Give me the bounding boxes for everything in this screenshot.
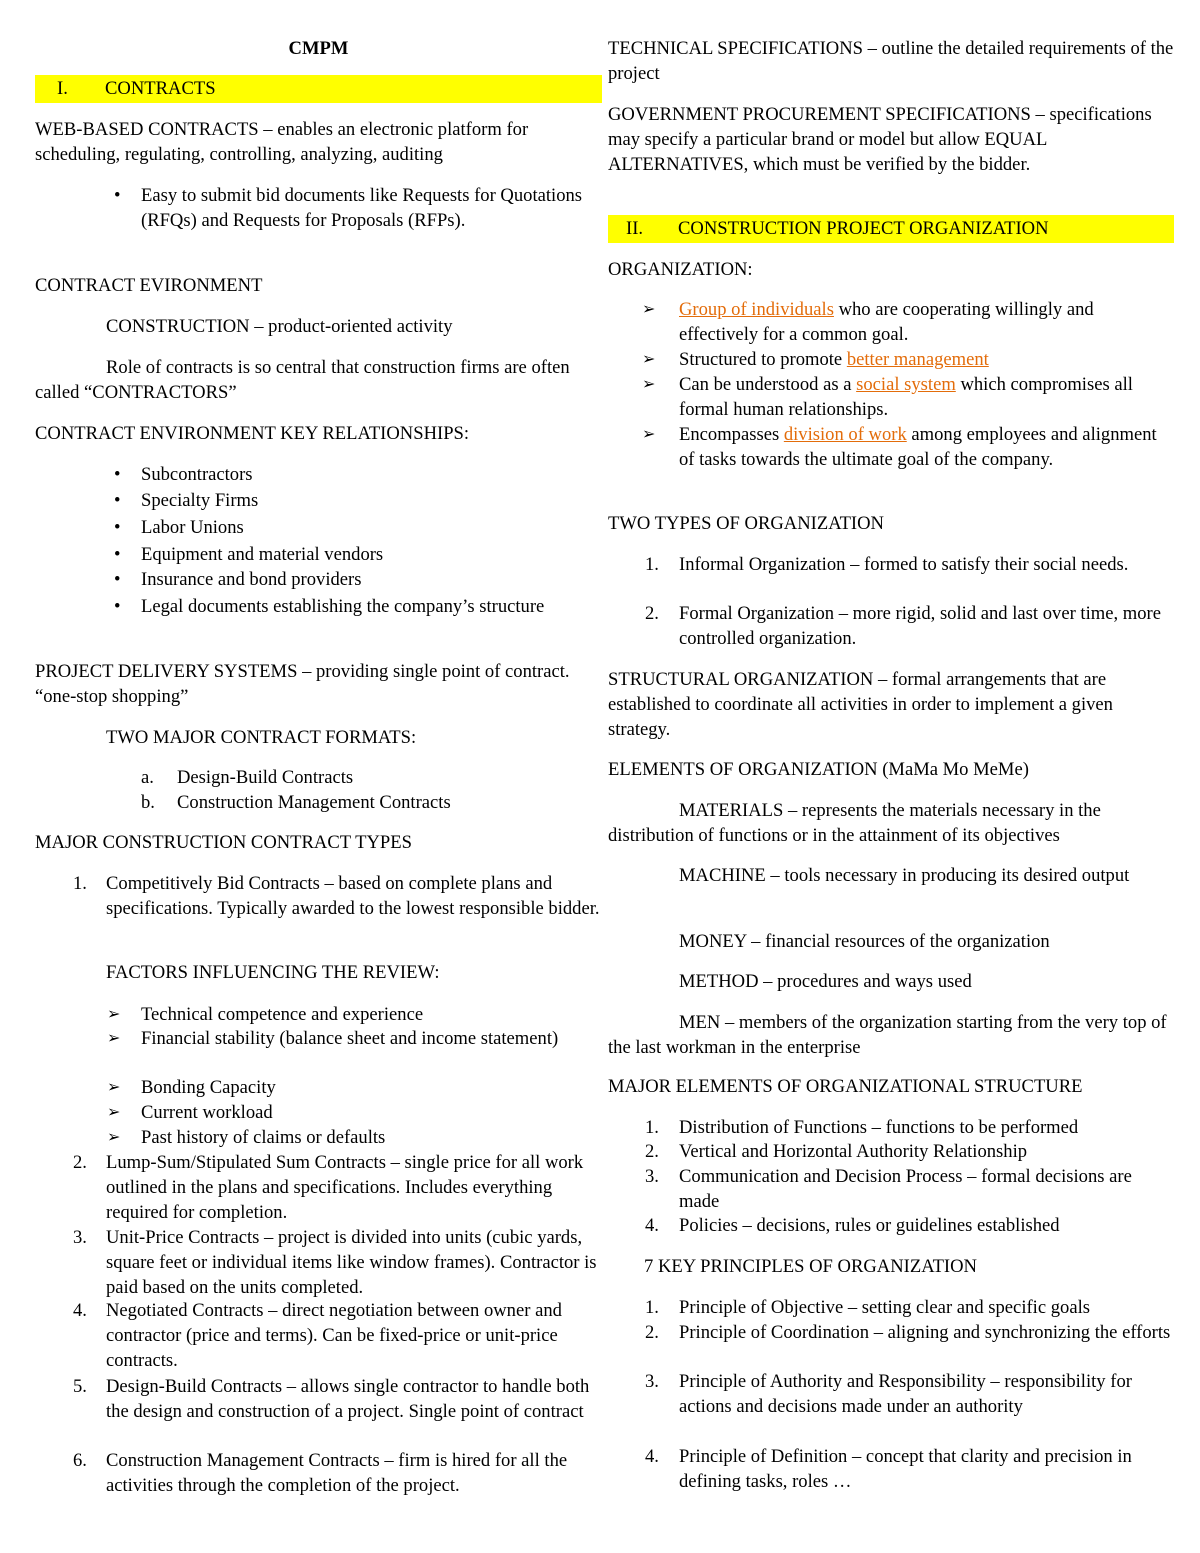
list-item-text: Design-Build Contracts xyxy=(177,767,354,788)
list-item-text: Vertical and Horizontal Authority Relationship xyxy=(679,1141,1028,1162)
arrow-bullet-icon: ➢ xyxy=(107,1030,121,1047)
government-procurement-specifications: GOVERNMENT PROCUREMENT SPECIFICATIONS – specifications may specify a particular brand or model but allow EQUAL ALTERNATIVES, which must be verified by the bidder. xyxy=(608,104,1152,175)
bullet-icon: • xyxy=(114,544,121,565)
role-paragraph: Role of contracts is so central that construction firms are often called “CONTRACTORS” xyxy=(35,357,570,403)
text: Encompasses xyxy=(679,424,784,445)
highlighted-term: social system xyxy=(856,374,956,395)
list-item-text: Negotiated Contracts – direct negotiation between owner and contractor (price and terms). Can be fixed-price or unit-price contracts. xyxy=(106,1300,562,1371)
bullet-icon: • xyxy=(114,185,121,206)
arrow-bullet-icon: ➢ xyxy=(107,1006,121,1023)
list-item-text: Financial stability (balance sheet and income statement) xyxy=(141,1028,559,1049)
list-marker: 2. xyxy=(645,1141,659,1162)
list-item-text: Bonding Capacity xyxy=(141,1077,276,1098)
list-item-text: Design-Build Contracts – allows single contractor to handle both the design and construction of a project. Single point of contract xyxy=(106,1376,590,1422)
list-item-text: Principle of Authority and Responsibility – responsibility for actions and decisions made under an authority xyxy=(679,1371,1132,1417)
factors-heading: FACTORS INFLUENCING THE REVIEW: xyxy=(106,962,440,983)
list-item-text: Current workload xyxy=(141,1102,273,1123)
list-item-text xyxy=(679,422,1174,472)
text: Structured to promote xyxy=(679,349,847,370)
list-marker: 3. xyxy=(645,1371,659,1392)
list-item-text xyxy=(679,347,1174,372)
bullet-icon: • xyxy=(114,490,121,511)
list-item-text: Easy to submit bid documents like Requests for Quotations (RFQs) and Requests for Proposals (RFPs). xyxy=(141,185,583,231)
highlighted-term: division of work xyxy=(783,424,907,445)
list-marker: 2. xyxy=(645,603,659,624)
list-item-text: Principle of Coordination – aligning and synchronizing the efforts xyxy=(679,1322,1171,1343)
highlighted-term: better management xyxy=(846,349,989,370)
list-item-text: Formal Organization – more rigid, solid and last over time, more controlled organization. xyxy=(679,603,1161,649)
list-item-text: Past history of claims or defaults xyxy=(141,1127,386,1148)
major-types-heading: MAJOR CONSTRUCTION CONTRACT TYPES xyxy=(35,832,412,853)
two-major-heading: TWO MAJOR CONTRACT FORMATS: xyxy=(106,727,417,748)
page-title: CMPM xyxy=(288,38,349,59)
list-item-text xyxy=(679,372,1174,422)
text: Can be understood as a xyxy=(679,374,857,395)
money-line: MONEY – financial resources of the organization xyxy=(679,931,1050,952)
key-relationships-heading: CONTRACT ENVIRONMENT KEY RELATIONSHIPS: xyxy=(35,423,470,444)
list-marker: 1. xyxy=(645,1117,659,1138)
section-heading-contracts xyxy=(35,75,602,103)
list-item-text: Distribution of Functions – functions to be performed xyxy=(679,1117,1079,1138)
elements-heading: ELEMENTS OF ORGANIZATION (MaMa Mo MeMe) xyxy=(608,759,1029,780)
list-item-text: Technical competence and experience xyxy=(141,1004,424,1025)
bullet-icon: • xyxy=(114,517,121,538)
arrow-bullet-icon: ➢ xyxy=(642,301,656,318)
list-item-text: Principle of Definition – concept that clarity and precision in defining tasks, roles … xyxy=(679,1446,1132,1492)
section-label: CONSTRUCTION PROJECT ORGANIZATION xyxy=(678,218,1049,239)
list-marker: a. xyxy=(141,767,154,788)
principles-heading: 7 KEY PRINCIPLES OF ORGANIZATION xyxy=(644,1256,977,1277)
text: among employees and alignment of tasks towards the ultimate goal of the company. xyxy=(679,424,1157,470)
web-based-paragraph: WEB-BASED CONTRACTS – enables an electronic platform for scheduling, regulating, controlling, analyzing, auditing xyxy=(35,119,529,165)
list-item-text: Principle of Objective – setting clear and specific goals xyxy=(679,1297,1090,1318)
arrow-bullet-icon: ➢ xyxy=(642,376,656,393)
arrow-bullet-icon: ➢ xyxy=(107,1104,121,1121)
materials-paragraph: MATERIALS – represents the materials necessary in the distribution of functions or in the attainment of its objectives xyxy=(608,800,1101,846)
machine-paragraph: MACHINE – tools necessary in producing its desired output xyxy=(679,865,1130,886)
list-item-text xyxy=(679,297,1174,347)
section-number: I. xyxy=(57,78,68,99)
text: who are cooperating willingly and effectively for a common goal. xyxy=(679,299,1094,345)
list-item-text: Equipment and material vendors xyxy=(141,544,384,565)
list-item-text: Insurance and bond providers xyxy=(141,569,362,590)
major-elements-heading: MAJOR ELEMENTS OF ORGANIZATIONAL STRUCTURE xyxy=(608,1076,1083,1097)
contract-environment-heading: CONTRACT EVIRONMENT xyxy=(35,275,263,296)
highlighted-term: Group of individuals xyxy=(679,299,834,320)
list-item-text: Construction Management Contracts – firm is hired for all the activities through the completion of the project. xyxy=(106,1450,568,1496)
section-label: CONTRACTS xyxy=(105,78,216,99)
list-marker: 1. xyxy=(73,873,87,894)
men-paragraph: MEN – members of the organization starting from the very top of the last workman in the enterprise xyxy=(608,1012,1167,1058)
list-item-text: Policies – decisions, rules or guidelines established xyxy=(679,1215,1060,1236)
list-item-text: Communication and Decision Process – formal decisions are made xyxy=(679,1166,1132,1212)
arrow-bullet-icon: ➢ xyxy=(642,426,656,443)
arrow-bullet-icon: ➢ xyxy=(107,1129,121,1146)
list-marker: 3. xyxy=(73,1227,87,1248)
two-types-heading: TWO TYPES OF ORGANIZATION xyxy=(608,513,884,534)
structural-organization: STRUCTURAL ORGANIZATION – formal arrangements that are established to coordinate all activities in order to implement a given strategy. xyxy=(608,669,1113,740)
project-delivery-paragraph: PROJECT DELIVERY SYSTEMS – providing single point of contract. “one-stop shopping” xyxy=(35,661,570,707)
list-item-text: Specialty Firms xyxy=(141,490,259,511)
list-marker: b. xyxy=(141,792,155,813)
list-item-text: Labor Unions xyxy=(141,517,244,538)
list-item-text: Competitively Bid Contracts – based on complete plans and specifications. Typically awarded to the lowest responsible bidder. xyxy=(106,873,600,919)
arrow-bullet-icon: ➢ xyxy=(642,351,656,368)
list-marker: 1. xyxy=(645,1297,659,1318)
list-marker: 2. xyxy=(645,1322,659,1343)
list-marker: 4. xyxy=(645,1215,659,1236)
section-number: II. xyxy=(626,218,644,239)
list-marker: 6. xyxy=(73,1450,87,1471)
list-item-text: Unit-Price Contracts – project is divided into units (cubic yards, square feet or individual items like window frames). Contractor is paid based on the units completed. xyxy=(106,1227,597,1298)
method-line: METHOD – procedures and ways used xyxy=(679,971,972,992)
list-marker: 3. xyxy=(645,1166,659,1187)
bullet-icon: • xyxy=(114,569,121,590)
list-item-text: Legal documents establishing the company’s structure xyxy=(141,596,545,617)
organization-heading: ORGANIZATION: xyxy=(608,259,753,280)
list-marker: 4. xyxy=(645,1446,659,1467)
text: which compromises all formal human relationships. xyxy=(679,374,1133,420)
arrow-bullet-icon: ➢ xyxy=(107,1079,121,1096)
construction-line: CONSTRUCTION – product-oriented activity xyxy=(106,316,453,337)
list-marker: 4. xyxy=(73,1300,87,1321)
list-marker: 2. xyxy=(73,1152,87,1173)
list-item-text: Informal Organization – formed to satisfy their social needs. xyxy=(679,554,1129,575)
bullet-icon: • xyxy=(114,596,121,617)
bullet-icon: • xyxy=(114,464,121,485)
technical-specifications: TECHNICAL SPECIFICATIONS – outline the detailed requirements of the project xyxy=(608,38,1174,84)
list-item-text: Lump-Sum/Stipulated Sum Contracts – single price for all work outlined in the plans and specifications. Includes everything required for completion. xyxy=(106,1152,584,1223)
list-marker: 5. xyxy=(73,1376,87,1397)
list-item-text: Construction Management Contracts xyxy=(177,792,451,813)
section-heading-organization xyxy=(608,215,1174,243)
list-marker: 1. xyxy=(645,554,659,575)
list-item-text: Subcontractors xyxy=(141,464,253,485)
